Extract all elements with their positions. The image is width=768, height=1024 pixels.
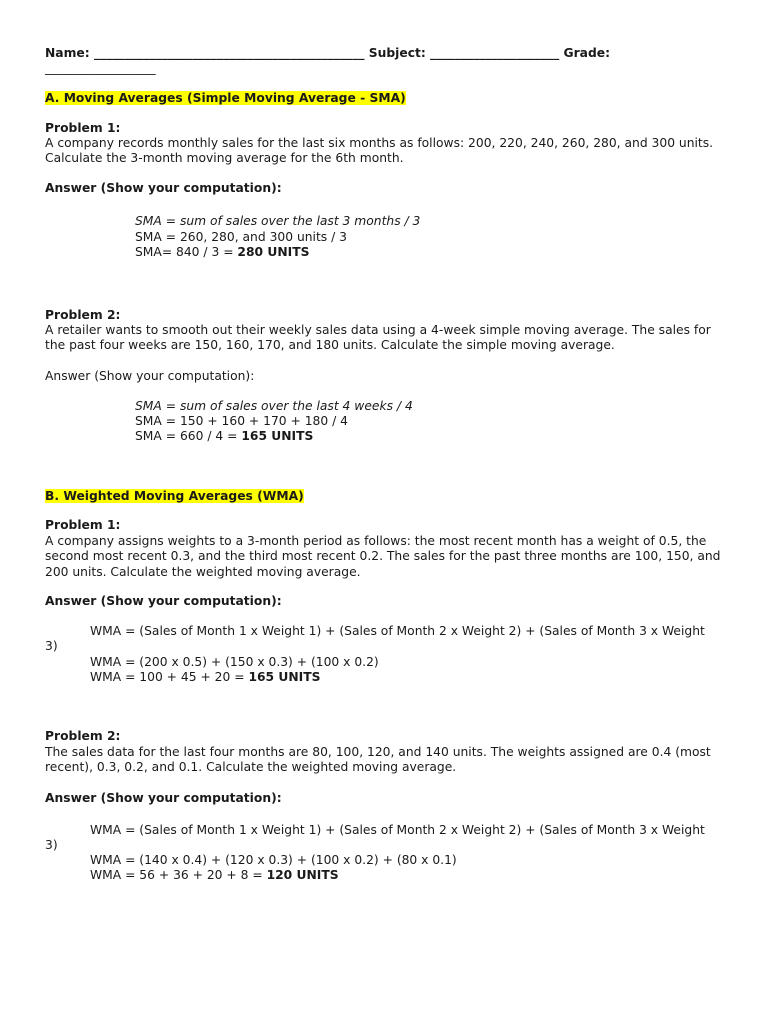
b-problem2-step1: WMA = (140 x 0.4) + (120 x 0.3) + (100 x 0.2) + (80 x 0.1) bbox=[90, 853, 457, 867]
a-problem1-step2-prefix: SMA= 840 / 3 = bbox=[135, 245, 238, 259]
a-problem2-step2 bbox=[135, 429, 313, 444]
subject-label: Subject: bbox=[368, 46, 426, 60]
b-problem1-step1: WMA = (200 x 0.5) + (150 x 0.3) + (100 x 0.2) bbox=[90, 655, 379, 669]
a-problem1-step2 bbox=[135, 245, 309, 260]
a-problem1-result: 280 UNITS bbox=[237, 245, 310, 259]
name-label: Name: bbox=[45, 46, 90, 60]
a-problem2-step1: SMA = 150 + 160 + 170 + 180 / 4 bbox=[135, 414, 348, 428]
b-problem1-result: 165 UNITS bbox=[248, 670, 321, 684]
a-problem1-step1: SMA = 260, 280, and 300 units / 3 bbox=[135, 230, 347, 244]
section-a-title: A. Moving Averages (Simple Moving Average - SMA) bbox=[45, 91, 406, 105]
a-problem1-answer-label: Answer (Show your computation): bbox=[45, 181, 282, 195]
a-problem2-answer-label: Answer (Show your computation): bbox=[45, 369, 255, 383]
grade-label: Grade: bbox=[563, 46, 611, 60]
grade-blank: __________________ bbox=[45, 61, 156, 75]
subject-blank: _____________________ bbox=[430, 46, 560, 60]
a-problem2-step2-prefix: SMA = 660 / 4 = bbox=[135, 429, 242, 443]
b-problem1-text: A company assigns weights to a 3-month period as follows: the most recent month has a weight of 0.5, the second most recent 0.3, and the third most recent 0.2. The sales for the past three months are 100, 150, and 200 units. Calculate the weighted moving average. bbox=[45, 534, 721, 579]
a-problem1-text: A company records monthly sales for the last six months as follows: 200, 220, 240, 260, 280, and 300 units. Calculate the 3-month moving average for the 6th month. bbox=[45, 136, 714, 166]
section-b-title: B. Weighted Moving Averages (WMA) bbox=[45, 489, 304, 503]
b-problem2-text: The sales data for the last four months are 80, 100, 120, and 140 units. The weights assigned are 0.4 (most recent), 0.3, 0.2, and 0.1. Calculate the weighted moving average. bbox=[45, 745, 711, 775]
a-problem2-label: Problem 2: bbox=[45, 308, 121, 322]
b-problem2-formula-line1: WMA = (Sales of Month 1 x Weight 1) + (Sales of Month 2 x Weight 2) + (Sales of Month 3 x Weight bbox=[90, 823, 705, 837]
a-problem2-text: A retailer wants to smooth out their weekly sales data using a 4-week simple moving average. The sales for the past four weeks are 150, 160, 170, and 180 units. Calculate the simple moving average. bbox=[45, 323, 711, 353]
b-problem1-step2-prefix: WMA = 100 + 45 + 20 = bbox=[90, 670, 249, 684]
section-a-title-row bbox=[45, 91, 406, 106]
b-problem2-result: 120 UNITS bbox=[266, 868, 339, 882]
b-problem2-answer-label: Answer (Show your computation): bbox=[45, 791, 282, 805]
section-b-title-row bbox=[45, 489, 304, 504]
b-problem1-formula-line2: 3) bbox=[45, 639, 58, 653]
header-line bbox=[45, 46, 610, 61]
a-problem1-formula: SMA = sum of sales over the last 3 months / 3 bbox=[135, 214, 421, 228]
a-problem2-formula: SMA = sum of sales over the last 4 weeks / 4 bbox=[135, 399, 413, 413]
a-problem2-result: 165 UNITS bbox=[241, 429, 314, 443]
a-problem1-label: Problem 1: bbox=[45, 121, 121, 135]
b-problem2-formula-line2: 3) bbox=[45, 838, 58, 852]
name-blank: ____________________________________________ bbox=[93, 46, 365, 60]
b-problem2-step2 bbox=[90, 868, 339, 883]
b-problem1-label: Problem 1: bbox=[45, 518, 121, 532]
b-problem1-answer-label: Answer (Show your computation): bbox=[45, 594, 282, 608]
b-problem1-formula-line1: WMA = (Sales of Month 1 x Weight 1) + (Sales of Month 2 x Weight 2) + (Sales of Month 3 x Weight bbox=[90, 624, 705, 638]
b-problem1-step2 bbox=[90, 670, 320, 685]
b-problem2-step2-prefix: WMA = 56 + 36 + 20 + 8 = bbox=[90, 868, 267, 882]
b-problem2-label: Problem 2: bbox=[45, 729, 121, 743]
